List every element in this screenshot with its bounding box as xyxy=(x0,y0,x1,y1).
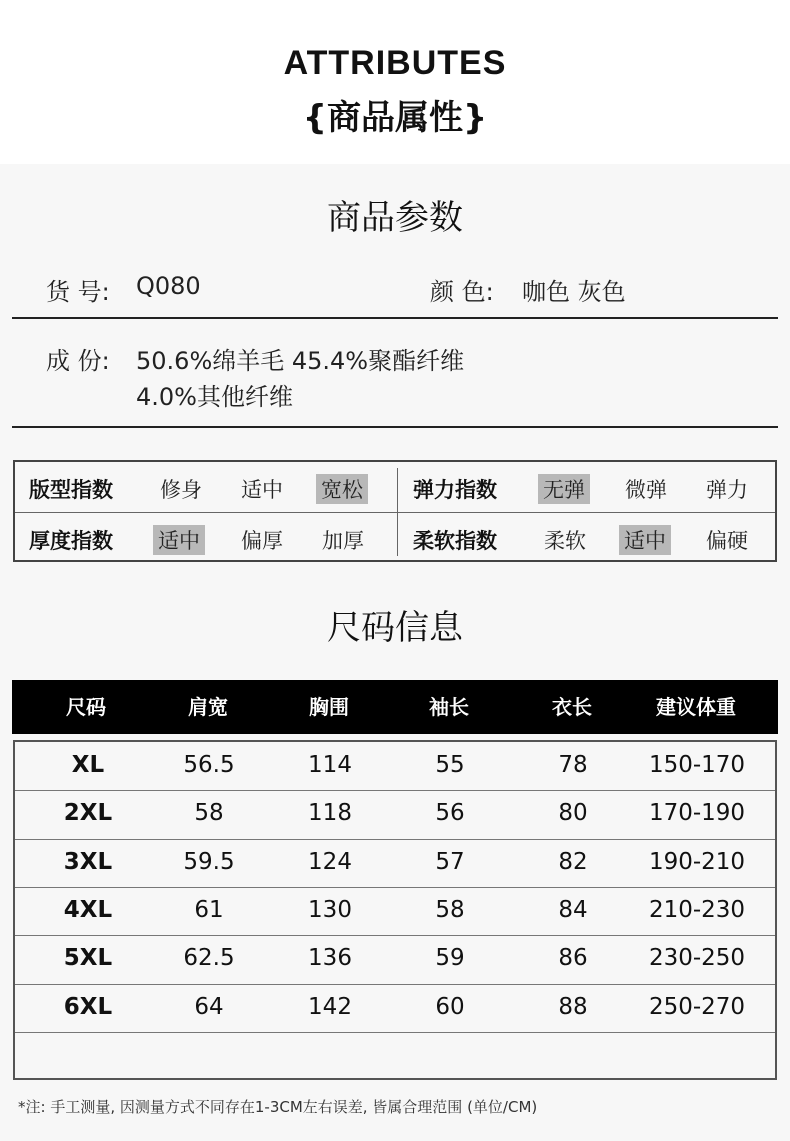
table-cell: 190-210 xyxy=(648,848,746,875)
table-cell: 130 xyxy=(308,896,352,923)
table-row xyxy=(15,984,775,1032)
measurement-note: *注: 手工测量, 因测量方式不同存在1-3CM左右误差, 皆属合理范围 (单位/CM) xyxy=(18,1098,538,1116)
table-cell: 78 xyxy=(558,752,588,778)
params-section-title: 商品参数 xyxy=(327,198,463,238)
stretch-option-stretch: 弹力 xyxy=(706,478,748,502)
item-no-value: Q080 xyxy=(136,272,201,300)
header-size: 尺码 xyxy=(66,695,106,719)
table-cell: 124 xyxy=(308,848,352,875)
table-row xyxy=(15,887,775,935)
thickness-option-thick: 偏厚 xyxy=(241,529,283,553)
table-cell: 118 xyxy=(308,800,352,827)
table-cell: 210-230 xyxy=(648,896,746,923)
table-cell: 62.5 xyxy=(183,945,235,972)
table-cell: 250-270 xyxy=(648,993,746,1020)
table-cell: 142 xyxy=(308,993,352,1020)
fit-option-regular: 适中 xyxy=(241,478,283,502)
table-row xyxy=(15,742,775,790)
fit-option-slim: 修身 xyxy=(160,478,202,502)
index-table xyxy=(13,460,777,562)
color-label: 颜 色: xyxy=(430,278,494,306)
table-cell: 84 xyxy=(558,896,588,923)
thickness-index-label: 厚度指数 xyxy=(29,529,113,553)
fit-index-label: 版型指数 xyxy=(29,478,113,502)
divider xyxy=(15,512,775,513)
table-cell: 80 xyxy=(558,800,588,827)
table-cell: 61 xyxy=(194,896,224,923)
header-weight: 建议体重 xyxy=(656,695,736,719)
softness-option-medium-selected: 适中 xyxy=(619,525,671,555)
header-shoulder: 肩宽 xyxy=(188,695,228,719)
table-cell: 88 xyxy=(558,993,588,1020)
header-length: 衣长 xyxy=(552,695,592,719)
header-banner xyxy=(0,0,790,164)
table-cell: 136 xyxy=(308,945,352,972)
size-table-header xyxy=(12,680,778,734)
stretch-index-label: 弹力指数 xyxy=(413,478,497,502)
title-english: ATTRIBUTES xyxy=(283,44,507,82)
header-sleeve: 袖长 xyxy=(429,695,469,719)
table-cell: 82 xyxy=(558,848,588,875)
table-row xyxy=(15,790,775,838)
table-cell: 114 xyxy=(308,752,352,778)
table-cell: 58 xyxy=(194,800,224,827)
table-cell: 60 xyxy=(435,993,465,1020)
table-cell: 56.5 xyxy=(183,752,235,778)
stretch-option-none-selected: 无弹 xyxy=(538,474,590,504)
size-section-title: 尺码信息 xyxy=(327,608,463,648)
thickness-option-medium-selected: 适中 xyxy=(153,525,205,555)
divider xyxy=(15,1032,775,1033)
fit-option-loose-selected: 宽松 xyxy=(316,474,368,504)
thickness-option-extra-thick: 加厚 xyxy=(322,529,364,553)
table-cell: 56 xyxy=(435,800,465,827)
composition-label: 成 份: xyxy=(46,347,110,375)
table-cell: 150-170 xyxy=(648,752,746,778)
size-table-body xyxy=(13,740,777,1080)
title-chinese: {商品属性} xyxy=(302,98,488,138)
size-label-cell: 3XL xyxy=(63,848,113,875)
size-label-cell: 2XL xyxy=(63,800,113,827)
stretch-option-slight: 微弹 xyxy=(625,478,667,502)
table-cell: 59.5 xyxy=(183,848,235,875)
divider xyxy=(12,317,778,319)
composition-line-2: 4.0%其他纤维 xyxy=(136,383,293,411)
table-cell: 59 xyxy=(435,945,465,972)
softness-index-label: 柔软指数 xyxy=(413,529,497,553)
table-cell: 58 xyxy=(435,896,465,923)
divider xyxy=(397,468,398,556)
size-label-cell: XL xyxy=(71,752,105,778)
table-cell: 55 xyxy=(435,752,465,778)
table-cell: 57 xyxy=(435,848,465,875)
divider xyxy=(12,426,778,428)
size-label-cell: 6XL xyxy=(63,993,113,1020)
table-cell: 230-250 xyxy=(648,945,746,972)
color-value: 咖色 灰色 xyxy=(522,278,626,306)
table-cell: 86 xyxy=(558,945,588,972)
size-label-cell: 5XL xyxy=(63,945,113,972)
table-cell: 64 xyxy=(194,993,224,1020)
header-chest: 胸围 xyxy=(309,695,349,719)
size-label-cell: 4XL xyxy=(63,896,113,923)
item-no-label: 货 号: xyxy=(46,278,110,306)
table-row xyxy=(15,839,775,887)
table-cell: 170-190 xyxy=(648,800,746,827)
composition-line-1: 50.6%绵羊毛 45.4%聚酯纤维 xyxy=(136,347,465,375)
table-row xyxy=(15,935,775,983)
softness-option-stiff: 偏硬 xyxy=(706,529,748,553)
softness-option-soft: 柔软 xyxy=(544,529,586,553)
